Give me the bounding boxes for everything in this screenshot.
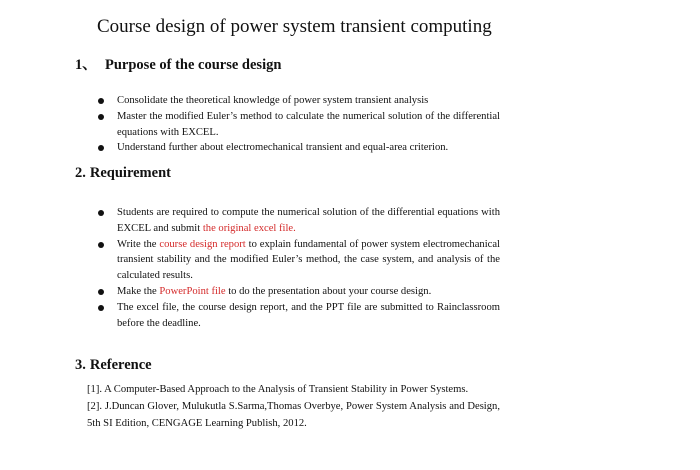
reference-item: [2]. J.Duncan Glover, Mulukutla S.Sarma,Thomas Overbye, Power System Analysis and Design, 5th SI Edition, CENGAGE Learning Publish, 2012. <box>87 401 500 429</box>
reference-item: [1]. A Computer-Based Approach to the Analysis of Transient Stability in Power Systems. <box>87 384 469 395</box>
item-text: to explain fundamental of power system electromechanical transient stability and the modified Euler’s method, the case system, and analysis of the calculated results. <box>117 238 501 282</box>
section-heading-requirement <box>75 165 171 182</box>
list-item <box>96 237 500 284</box>
item-text: Write the <box>117 238 160 250</box>
section-number: 3. <box>75 357 86 373</box>
section-number: 1、 <box>75 57 97 73</box>
list-item <box>96 300 500 332</box>
section-heading-purpose <box>75 53 281 74</box>
powerpoint-file-link[interactable]: PowerPoint file <box>159 285 226 297</box>
original-excel-file-link[interactable]: the original excel file. <box>202 222 296 234</box>
list-item: Understand further about electromechanical transient and equal-area criterion. <box>96 140 500 156</box>
section-title: Requirement <box>89 165 171 181</box>
item-text: Make the <box>117 285 160 297</box>
requirement-list <box>96 205 500 331</box>
section-heading-reference <box>75 357 152 374</box>
list-item <box>96 284 500 300</box>
page-title: Course design of power system transient computing <box>97 16 492 37</box>
reference-list <box>87 381 500 432</box>
purpose-list <box>96 93 500 156</box>
section-number: 2. <box>75 165 86 181</box>
item-text: Students are required to compute the numerical solution of the differential equations with EXCEL and submit <box>117 207 500 234</box>
course-design-report-link[interactable]: course design report <box>159 238 246 250</box>
section-title: Purpose of the course design <box>105 57 282 73</box>
section-title: Reference <box>89 357 152 373</box>
list-item: Consolidate the theoretical knowledge of power system transient analysis <box>96 93 500 109</box>
item-text: to do the presentation about your course design. <box>225 285 432 297</box>
list-item <box>96 205 500 237</box>
list-item: Master the modified Euler’s method to calculate the numerical solution of the differential equations with EXCEL. <box>96 109 500 141</box>
item-text: The excel file, the course design report, and the PPT file are submitted to Rainclassroom before the deadline. <box>117 301 500 329</box>
